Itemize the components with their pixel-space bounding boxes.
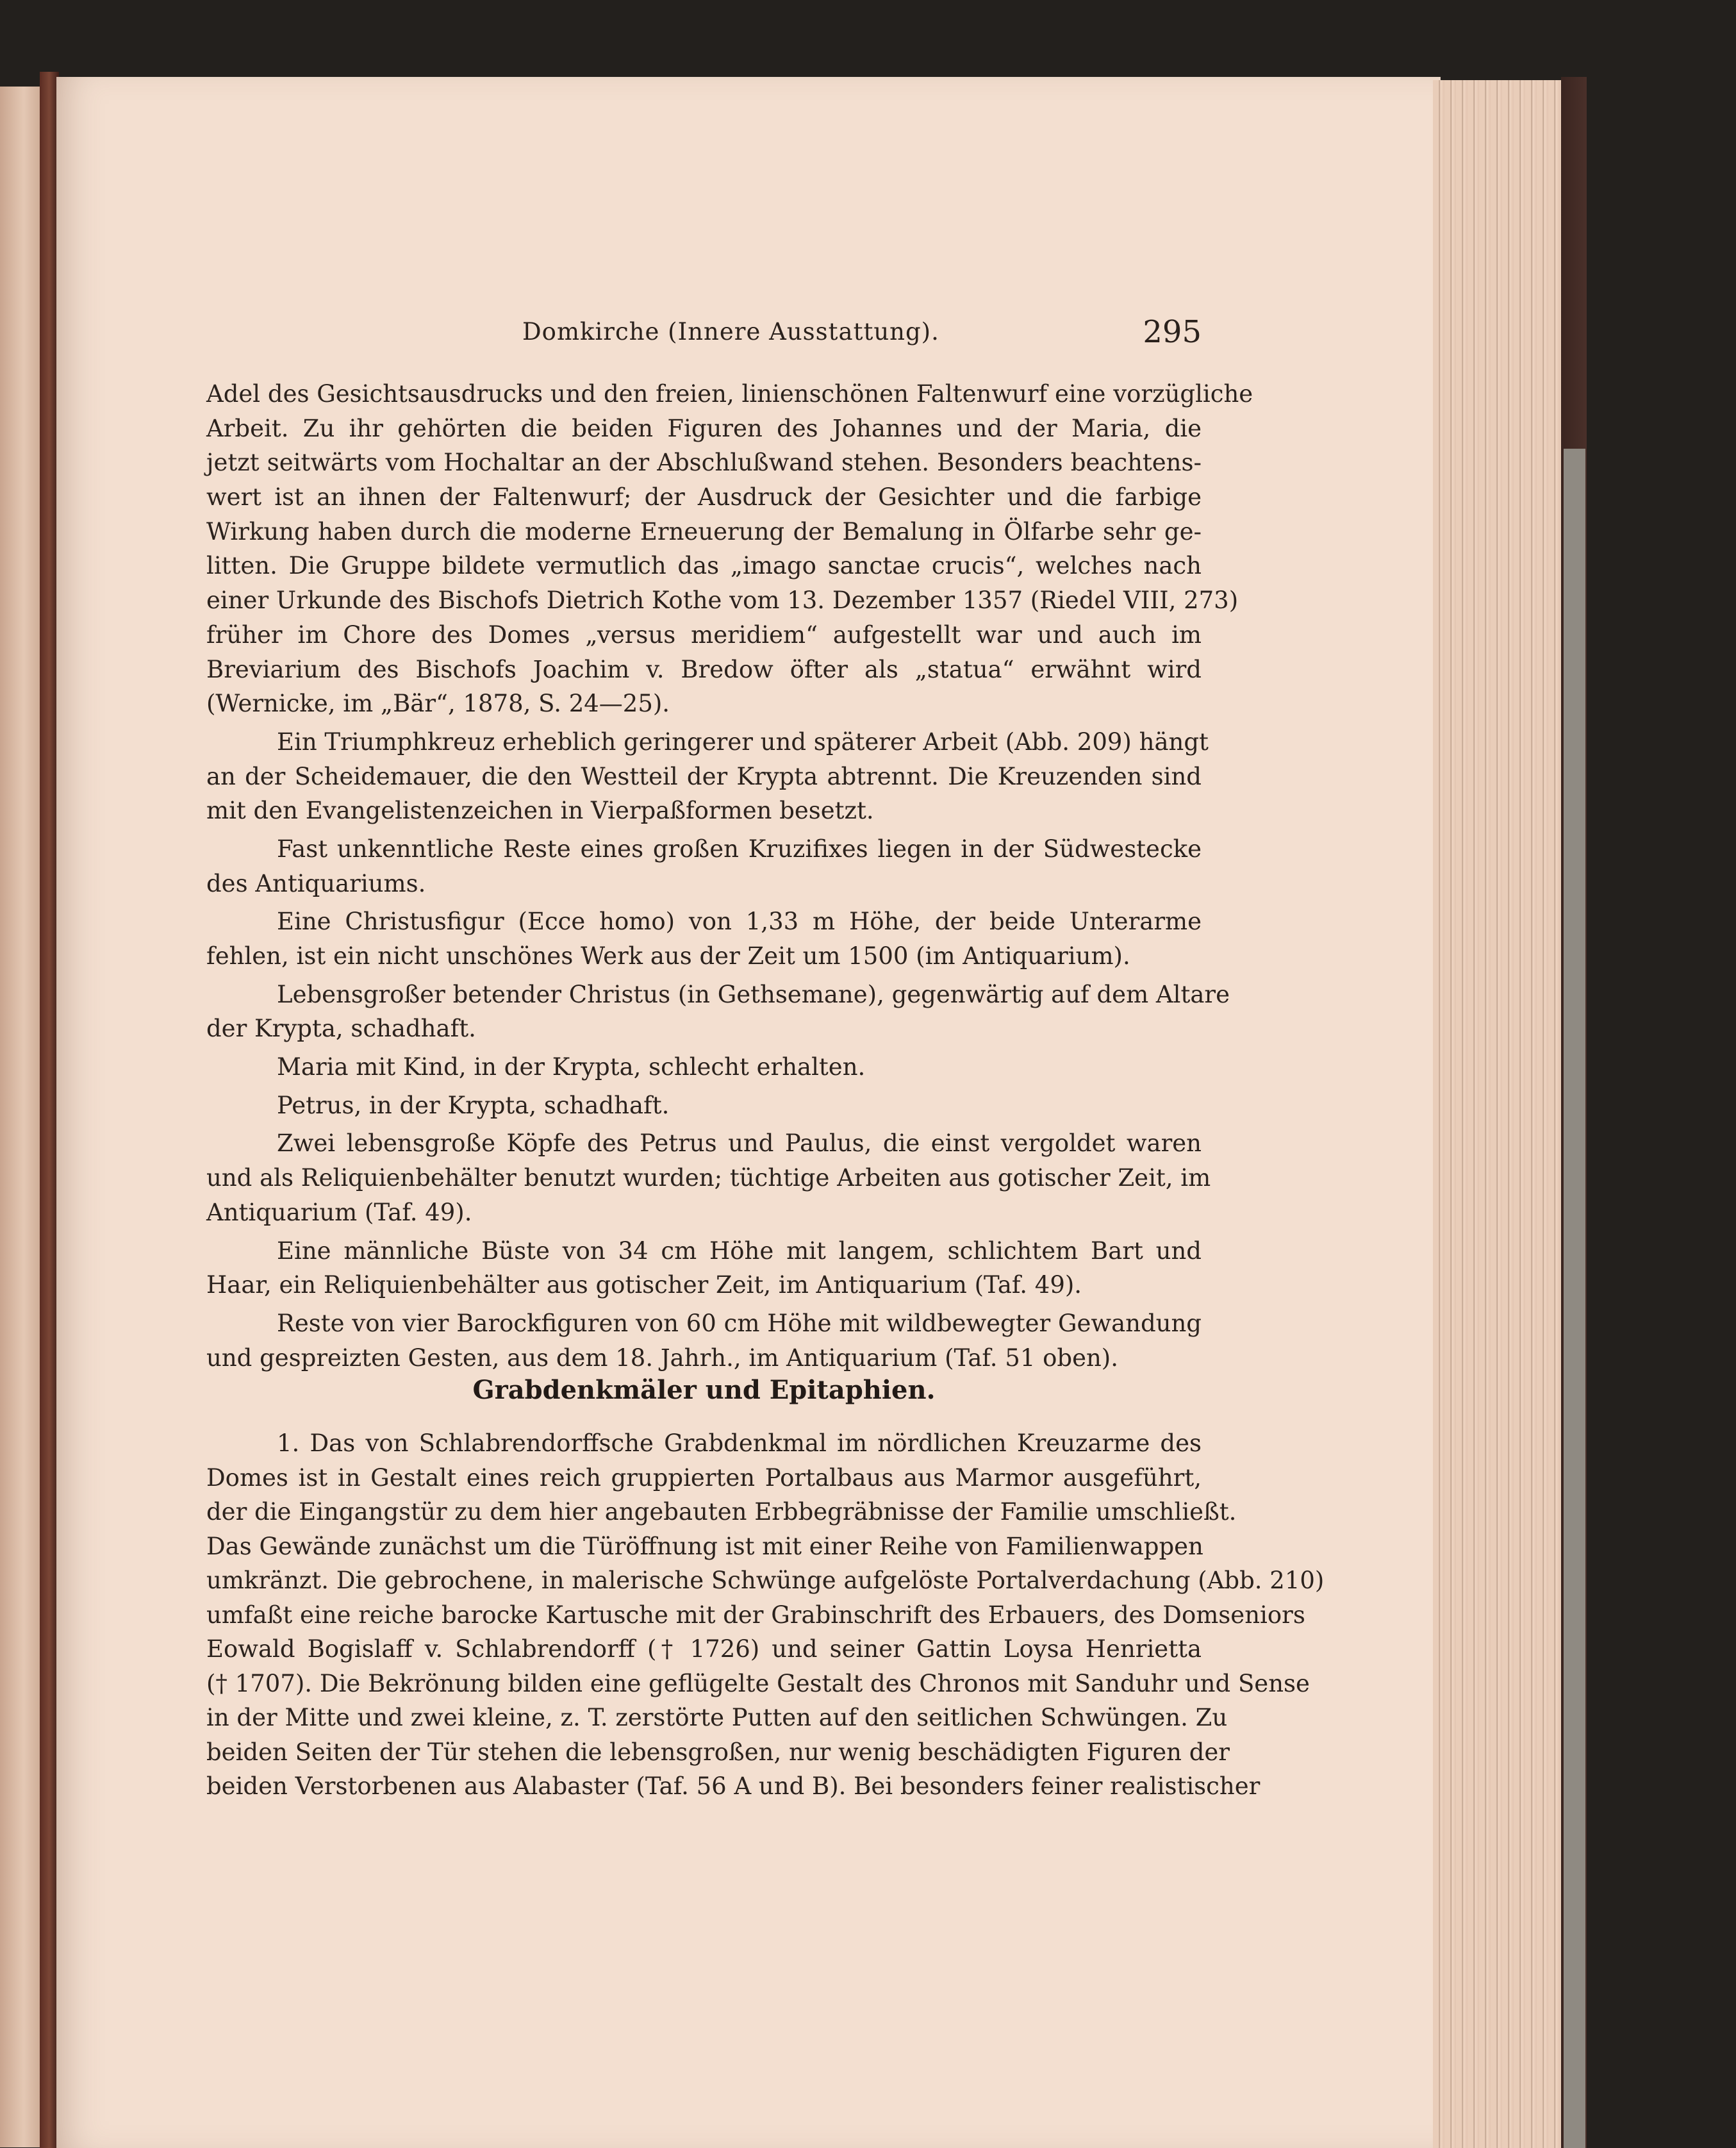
page-number: 295 [1143,314,1202,350]
text-line: umkränzt. Die gebrochene, in malerische Schwünge aufgelöste Portalverdachung (Abb. 210) [206,1567,1325,1594]
text-line: (Wernicke, im „Bär“, 1878, S. 24—25). [206,690,670,718]
body-text-top [206,377,1253,1375]
text-line: Breviarium des Bischofs Joachim v. Bredow öfter als „statua“ erwähnt wird [206,655,1202,683]
text-line: Lebensgroßer betender Christus (in Gethsemane), gegenwärtig auf dem Altare [277,980,1230,1008]
text-line: litten. Die Gruppe bildete vermutlich das „imago sanctae crucis“, welches nach [206,552,1202,580]
text-line: fehlen, ist ein nicht unschönes Werk aus der Zeit um 1500 (im Antiquarium). [206,942,1130,970]
text-line: Wirkung haben durch die moderne Erneuerung der Bemalung in Ölfarbe sehr ge- [206,517,1202,545]
text-line: und gespreizten Gesten, aus dem 18. Jahrh., im Antiquarium (Taf. 51 oben). [206,1344,1119,1372]
text-line: Domes ist in Gestalt eines reich gruppierten Portalbaus aus Marmor ausgeführt, [206,1463,1202,1492]
body-text-bottom [206,1426,1325,1804]
text-line: Ein Triumphkreuz erheblich geringerer und späterer Arbeit (Abb. 209) hängt [277,728,1209,756]
text-line: der die Eingangstür zu dem hier angebauten Erbbegräbnisse der Familie umschließt. [206,1498,1237,1526]
text-line: Eine männliche Büste von 34 cm Höhe mit langem, schlichtem Bart und [277,1236,1202,1265]
text-line: früher im Chore des Domes „versus meridiem“ aufgestellt war und auch im [206,620,1202,649]
text-line: Fast unkenntliche Reste eines großen Kruzifixes liegen in der Südwestecke [277,835,1202,863]
page-header [522,314,1202,359]
text-line: umfaßt eine reiche barocke Kartusche mit der Grabinschrift des Erbauers, des Domseniors [206,1601,1305,1629]
text-line: Eine Christusfigur (Ecce homo) von 1,33 m Höhe, der beide Unterarme [277,908,1202,936]
text-line: Adel des Gesichtsausdrucks und den freien, linienschönen Faltenwurf eine vorzügliche [206,380,1253,408]
text-line: der Krypta, schadhaft. [206,1015,476,1043]
text-line: Eowald Bogislaff v. Schlabrendorff († 1726) und seiner Gattin Loysa Henrietta [206,1635,1202,1663]
text-line: wert ist an ihnen der Faltenwurf; der Ausdruck der Gesichter und die farbige [206,483,1202,512]
text-line: Antiquarium (Taf. 49). [206,1198,472,1226]
page-stack-edges [1433,80,1561,2148]
left-page-edge [0,87,43,2147]
text-line: Haar, ein Reliquienbehälter aus gotischer Zeit, im Antiquarium (Taf. 49). [206,1271,1082,1299]
text-line: Reste von vier Barockfiguren von 60 cm Höhe mit wildbewegter Gewandung [277,1309,1202,1337]
cover-cloth [1564,449,1585,2148]
text-line: 1. Das von Schlabrendorffsche Grabdenkmal im nördlichen Kreuzarme des [277,1429,1202,1457]
running-head: Domkirche (Innere Ausstattung). [522,318,939,346]
text-line: und als Reliquienbehälter benutzt wurden; tüchtige Arbeiten aus gotischer Zeit, im [206,1164,1211,1192]
text-line: beiden Verstorbenen aus Alabaster (Taf. 56 A und B). Bei besonders feiner realistischer [206,1772,1261,1800]
text-line: des Antiquariums. [206,869,426,897]
text-line: einer Urkunde des Bischofs Dietrich Kothe vom 13. Dezember 1357 (Riedel VIII, 273) [206,587,1239,615]
section-heading: Grabdenkmäler und Epitaphien. [472,1375,936,1405]
text-line: Zwei lebensgroße Köpfe des Petrus und Paulus, die einst vergoldet waren [277,1129,1202,1158]
text-line: mit den Evangelistenzeichen in Vierpaßformen besetzt. [206,797,874,825]
text-line: Das Gewände zunächst um die Türöffnung ist mit einer Reihe von Familienwappen [206,1532,1203,1560]
text-line: († 1707). Die Bekrönung bilden eine geflügelte Gestalt des Chronos mit Sanduhr und Sense [206,1669,1310,1697]
text-line: in der Mitte und zwei kleine, z. T. zerstörte Putten auf den seitlichen Schwüngen. Zu [206,1704,1228,1731]
text-line: an der Scheidemauer, die den Westteil der Krypta abtrennt. Die Kreuzenden sind [206,762,1202,790]
text-line: Arbeit. Zu ihr gehörten die beiden Figuren des Johannes und der Maria, die [206,414,1202,442]
text-line: Petrus, in der Krypta, schadhaft. [277,1091,670,1119]
text-line: beiden Seiten der Tür stehen die lebensgroßen, nur wenig beschädigten Figuren der [206,1738,1230,1766]
text-line: jetzt seitwärts vom Hochaltar an der Abschlußwand stehen. Besonders beachtens- [206,449,1202,477]
text-line: Maria mit Kind, in der Krypta, schlecht erhalten. [277,1053,866,1081]
